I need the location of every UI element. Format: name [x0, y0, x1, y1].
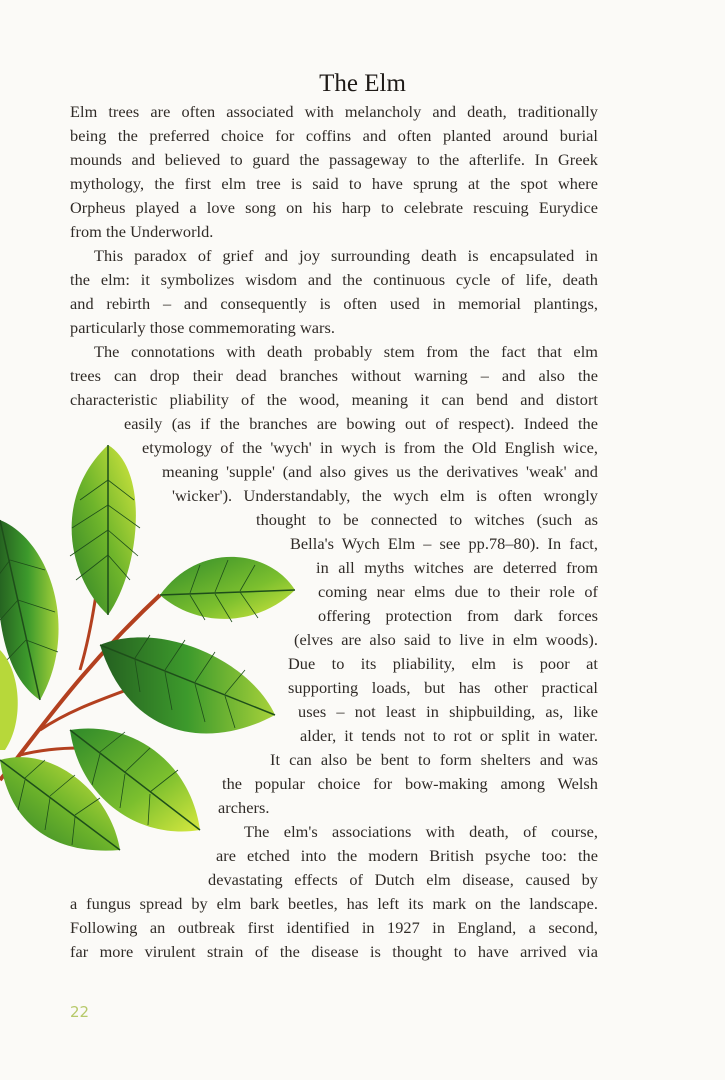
text-line: far more virulent strain of the disease is thought to have arrived via — [70, 942, 598, 961]
text-line: etymology of the 'wych' in wych is from the Old English wice, — [142, 438, 598, 457]
page-title: The Elm — [319, 70, 406, 97]
page-number: 22 — [70, 1003, 90, 1021]
leaf-right — [160, 557, 295, 622]
text-line: uses – not least in shipbuilding, as, like — [298, 702, 598, 721]
leaf-top — [70, 445, 140, 615]
text-line: (elves are also said to live in elm woods). — [294, 630, 598, 649]
text-line: 'wicker'). Understandably, the wych elm is often wrongly — [172, 486, 598, 505]
text-line: particularly those commemorating wars. — [70, 318, 336, 337]
text-line: alder, it tends not to rot or split in water. — [300, 726, 598, 745]
text-line: meaning 'supple' (and also gives us the derivatives 'weak' and — [162, 462, 598, 481]
text-line: the popular choice for bow-making among Welsh — [222, 774, 598, 793]
text-line: Bella's Wych Elm – see pp.78–80). In fact, — [290, 534, 598, 553]
leaf-middle — [100, 635, 275, 734]
text-line: This paradox of grief and joy surrounding death is encapsulated in — [94, 246, 598, 265]
text-line: Orpheus played a love song on his harp to celebrate rescuing Eurydice — [70, 198, 598, 217]
text-line: It can also be bent to form shelters and was — [270, 750, 598, 769]
text-line: the elm: it symbolizes wisdom and the continuous cycle of life, death — [70, 270, 598, 289]
text-line: Due to its pliability, elm is poor at — [288, 654, 598, 673]
text-line: from the Underworld. — [70, 222, 214, 241]
text-line: are etched into the modern British psyche too: the — [216, 846, 598, 865]
text-line: The elm's associations with death, of course, — [244, 822, 598, 841]
text-line: supporting loads, but has other practical — [288, 678, 598, 697]
text-line: trees can drop their dead branches without warning – and also the — [70, 366, 598, 385]
text-line: being the preferred choice for coffins and often planted around burial — [70, 126, 598, 145]
text-line: easily (as if the branches are bowing out of respect). Indeed the — [124, 414, 598, 433]
text-line: devastating effects of Dutch elm disease, caused by — [208, 870, 598, 889]
text-line: Following an outbreak first identified in 1927 in England, a second, — [70, 918, 598, 937]
text-line: characteristic pliability of the wood, meaning it can bend and distort — [70, 390, 598, 409]
text-line: in all myths witches are deterred from — [316, 558, 598, 577]
text-line: The connotations with death probably stem from the fact that elm — [94, 342, 598, 361]
text-line: mounds and believed to guard the passageway to the afterlife. In Greek — [70, 150, 598, 169]
text-line: archers. — [218, 798, 270, 817]
text-line: coming near elms due to their role of — [318, 582, 598, 601]
text-line: thought to be connected to witches (such as — [256, 510, 598, 529]
text-line: mythology, the first elm tree is said to have sprung at the spot where — [70, 174, 598, 193]
text-line: Elm trees are often associated with melancholy and death, traditionally — [70, 102, 598, 121]
text-line: a fungus spread by elm bark beetles, has left its mark on the landscape. — [70, 894, 598, 913]
text-line: and rebirth – and consequently is often used in memorial plantings, — [70, 294, 598, 313]
text-line: offering protection from dark forces — [318, 606, 598, 625]
